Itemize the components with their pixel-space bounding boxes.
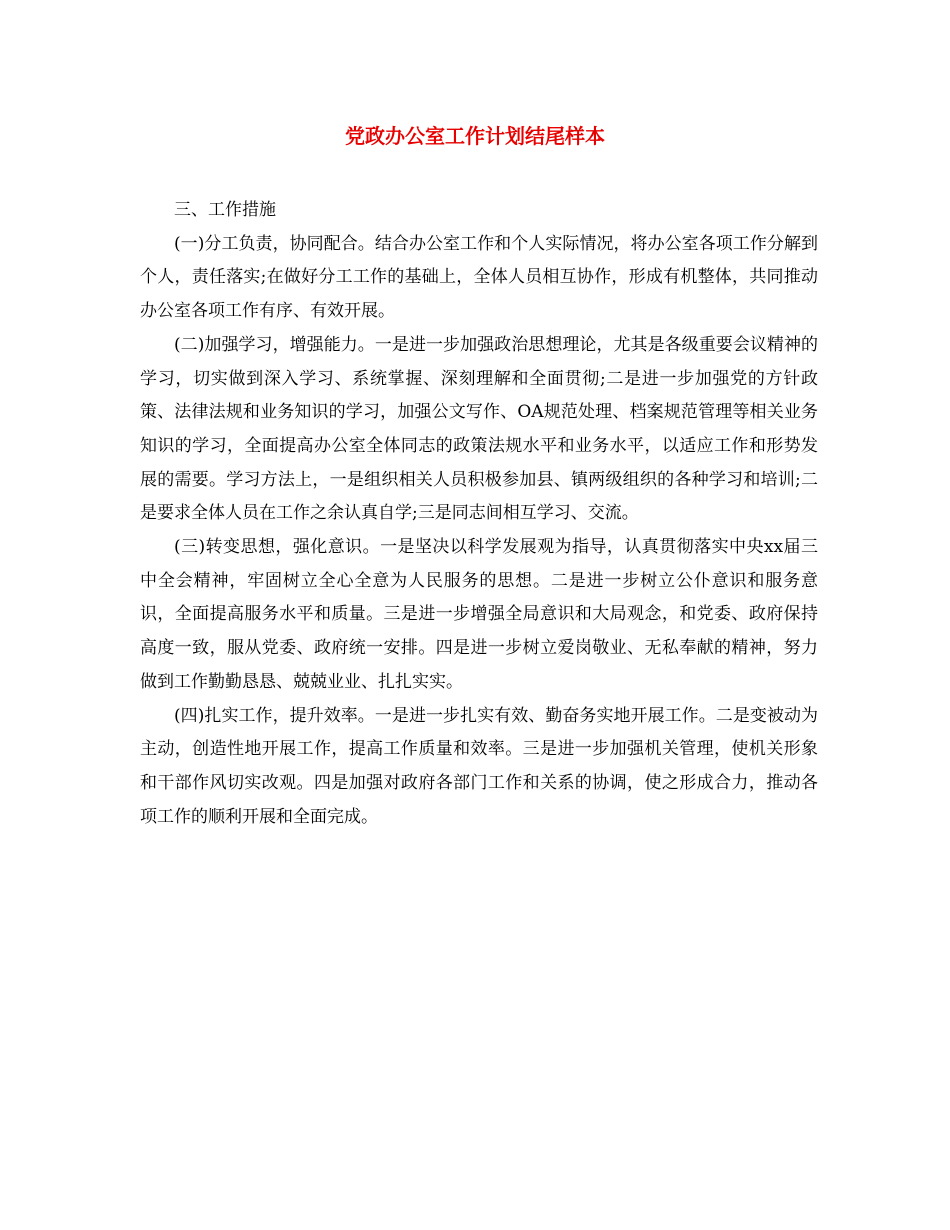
document-body (140, 194, 818, 834)
paragraph-measure-2: (二)加强学习，增强能力。一是进一步加强政治思想理论，尤其是各级重要会议精神的学习，切实做到深入学习、系统掌握、深刻理解和全面贯彻;二是进一步加强党的方针政策、法律法规和业务知识的学习，加强公文写作、OA规范处理、档案规范管理等相关业务知识的学习，全面提高办公室全体同志的政策法规水平和业务水平，以适应工作和形势发展的需要。学习方法上，一是组织相关人员积极参加县、镇两级组织的各种学习和培训;二是要求全体人员在工作之余认真自学;三是同志间相互学习、交流。 (140, 334, 818, 524)
paragraph-measure-3: (三)转变思想，强化意识。一是坚决以科学发展观为指导，认真贯彻落实中央xx届三中全会精神，牢固树立全心全意为人民服务的思想。二是进一步树立公仆意识和服务意识，全面提高服务水平和质量。三是进一步增强全局意识和大局观念，和党委、政府保持高度一致，服从党委、政府统一安排。四是进一步树立爱岗敬业、无私奉献的精神，努力做到工作勤勤恳恳、兢兢业业、扎扎实实。 (140, 537, 818, 692)
paragraph-measure-1: (一)分工负责，协同配合。结合办公室工作和个人实际情况，将办公室各项工作分解到个人，责任落实;在做好分工工作的基础上，全体人员相互协作，形成有机整体，共同推动办公室各项工作有序、有效开展。 (140, 233, 818, 322)
section-heading: 三、工作措施 (174, 200, 276, 220)
document-title: 党政办公室工作计划结尾样本 (345, 124, 605, 148)
paragraph-measure-4: (四)扎实工作，提升效率。一是进一步扎实有效、勤奋务实地开展工作。二是变被动为主动，创造性地开展工作，提高工作质量和效率。三是进一步加强机关管理，使机关形象和干部作风切实改观。四是加强对政府各部门工作和关系的协调，使之形成合力，推动各项工作的顺利开展和全面完成。 (140, 705, 818, 827)
